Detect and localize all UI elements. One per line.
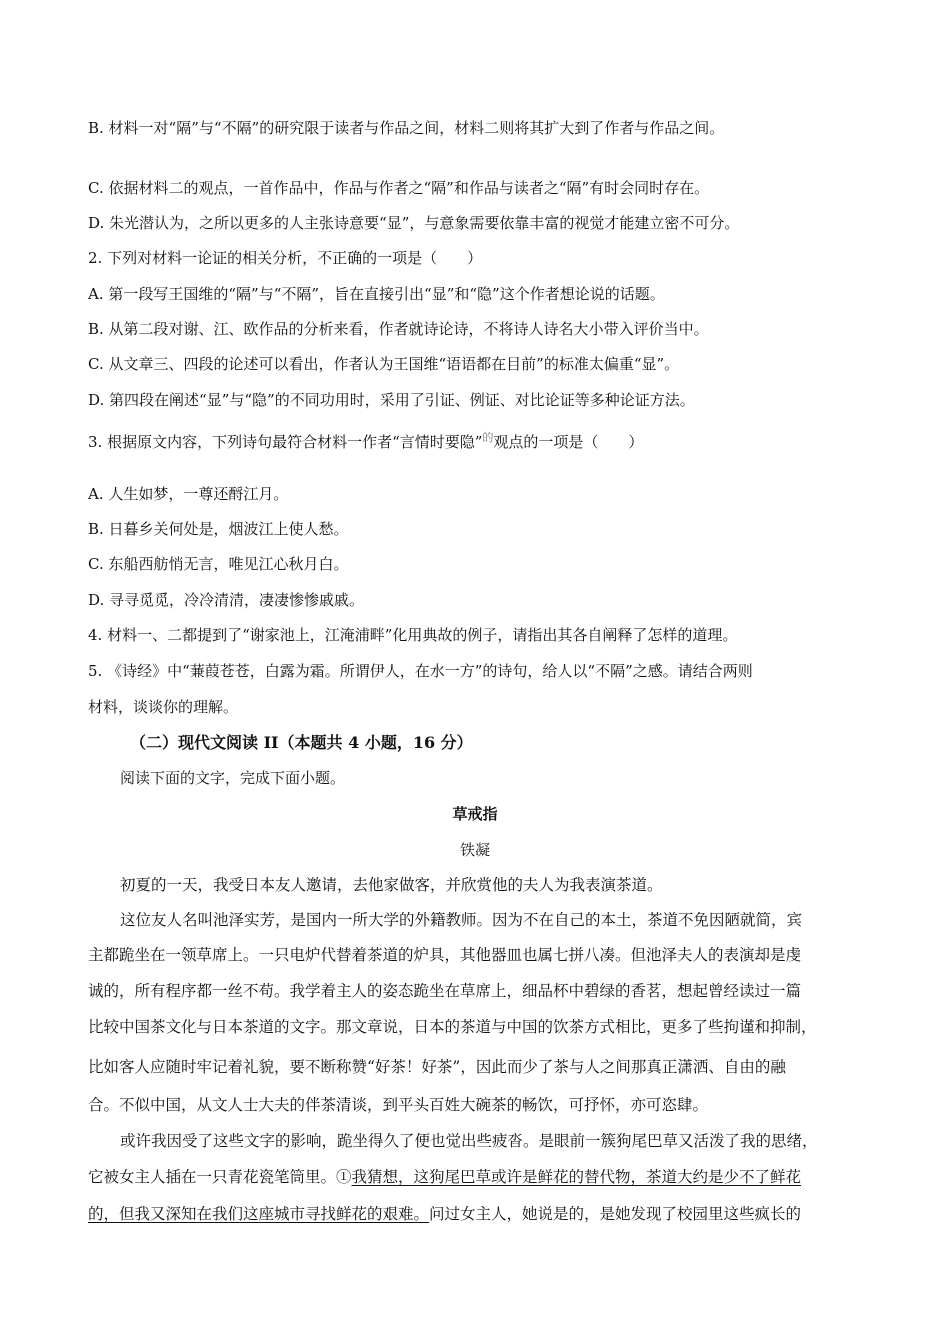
q4-stem: 4. 材料一、二都提到了“谢家池上，江淹浦畔”化用典故的例子，请指出其各自阐释了怎样的道理。	[88, 626, 738, 644]
essay-line: 这位友人名叫池泽实芳，是国内一所大学的外籍教师。因为不在自己的本土，茶道不免因陋就简，宾	[120, 911, 803, 929]
q3-option-b: B. 日暮乡关何处是，烟波江上使人愁。	[88, 520, 349, 538]
q2-option-c: C. 从文章三、四段的论述可以看出，作者认为王国维“语语都在目前”的标准太偏重“显”。	[88, 355, 680, 373]
essay-line: 比如客人应随时牢记着礼貌，要不断称赞“好茶！好茶”，因此而少了茶与人之间那真正潇洒、自由的融	[88, 1058, 786, 1076]
q1-option-d: D. 朱光潜认为，之所以更多的人主张诗意要“显”，与意象需要依靠丰富的视觉才能建立密不可分。	[88, 214, 740, 232]
q2-option-d: D. 第四段在阐述“显”与“隐”的不同功用时，采用了引证、例证、对比论证等多种论证方法。	[88, 391, 695, 409]
essay-title: 草戒指	[452, 805, 498, 823]
essay-author: 铁凝	[459, 841, 490, 859]
q1-option-b: B. 材料一对“隔”与“不隔”的研究限于读者与作品之间，材料二则将其扩大到了作者与作品之间。	[88, 119, 725, 137]
q3-option-d: D. 寻寻觅觅，冷冷清清，凄凄惨惨戚戚。	[88, 591, 365, 609]
circled-number-mark: ①	[336, 1168, 352, 1186]
essay-line: 比较中国茶文化与日本茶道的文字。那文章说，日本的茶道与中国的饮茶方式相比，更多了些拘谨和抑制，	[88, 1018, 817, 1036]
q3-stem	[88, 428, 643, 452]
q2-stem: 2. 下列对材料一论证的相关分析，不正确的一项是（ ）	[88, 249, 483, 267]
q1-option-c: C. 依据材料二的观点，一首作品中，作品与作者之“隔”和作品与读者之“隔”有时会同时存在。	[88, 179, 710, 197]
essay-line-rest: 问过女主人，她说是的，是她发现了校园里这些疯长的	[429, 1205, 802, 1223]
essay-line: 主都跪坐在一领草席上。一只电炉代替着茶道的炉具，其他器皿也属七拼八凑。但池泽夫人的表演却是虔	[88, 946, 802, 964]
essay-line-start: 它被女主人插在一只青花瓷笔筒里。	[88, 1168, 337, 1186]
q2-option-a: A. 第一段写王国维的“隔”与“不隔”，旨在直接引出“显”和“隐”这个作者想论说的话题。	[88, 285, 665, 303]
q3-stem-mark: 的	[482, 431, 494, 444]
essay-line: 或许我因受了这些文字的影响，跪坐得久了便也觉出些疲沓。是眼前一簇狗尾巴草又活泼了我的思绪，	[120, 1132, 818, 1150]
q2-option-b: B. 从第二段对谢、江、欧作品的分析来看，作者就诗论诗，不将诗人诗名大小带入评价当中。	[88, 320, 709, 338]
q5-stem-line2: 材料，谈谈你的理解。	[88, 698, 239, 716]
essay-line-underlined	[88, 1167, 801, 1187]
essay-line: 初夏的一天，我受日本友人邀请，去他家做客，并欣赏他的夫人为我表演茶道。	[120, 876, 663, 894]
section-instruction: 阅读下面的文字，完成下面小题。	[120, 769, 346, 787]
q3-stem-a: 3. 根据原文内容，下列诗句最符合材料一作者“言情时要隐”	[88, 433, 483, 451]
q3-option-a: A. 人生如梦，一尊还酹江月。	[88, 485, 289, 503]
essay-line: 诚的，所有程序都一丝不苟。我学着主人的姿态跪坐在草席上，细品杯中碧绿的香茗，想起曾经读过一篇	[88, 982, 802, 1000]
q5-stem-line1: 5. 《诗经》中“蒹葭苍苍，白露为霜。所谓伊人，在水一方”的诗句，给人以“不隔”之感。请结合两则	[88, 662, 753, 680]
underlined-sentence: 我猜想，这狗尾巴草或许是鲜花的替代物，茶道大约是少不了鲜花	[351, 1168, 802, 1186]
q3-option-c: C. 东船西舫悄无言，唯见江心秋月白。	[88, 555, 349, 573]
underlined-sentence-cont: 的，但我又深知在我们这座城市寻找鲜花的艰难。	[88, 1205, 430, 1223]
section-heading: （二）现代文阅读 II（本题共 4 小题，16 分）	[130, 733, 473, 752]
q3-stem-b: 观点的一项是（ ）	[493, 433, 644, 451]
essay-line: 合。不似中国，从文人士大夫的伴茶清谈，到平头百姓大碗茶的畅饮，可抒怀，亦可恣肆。	[88, 1096, 709, 1114]
essay-line-underlined-cont	[88, 1204, 801, 1224]
